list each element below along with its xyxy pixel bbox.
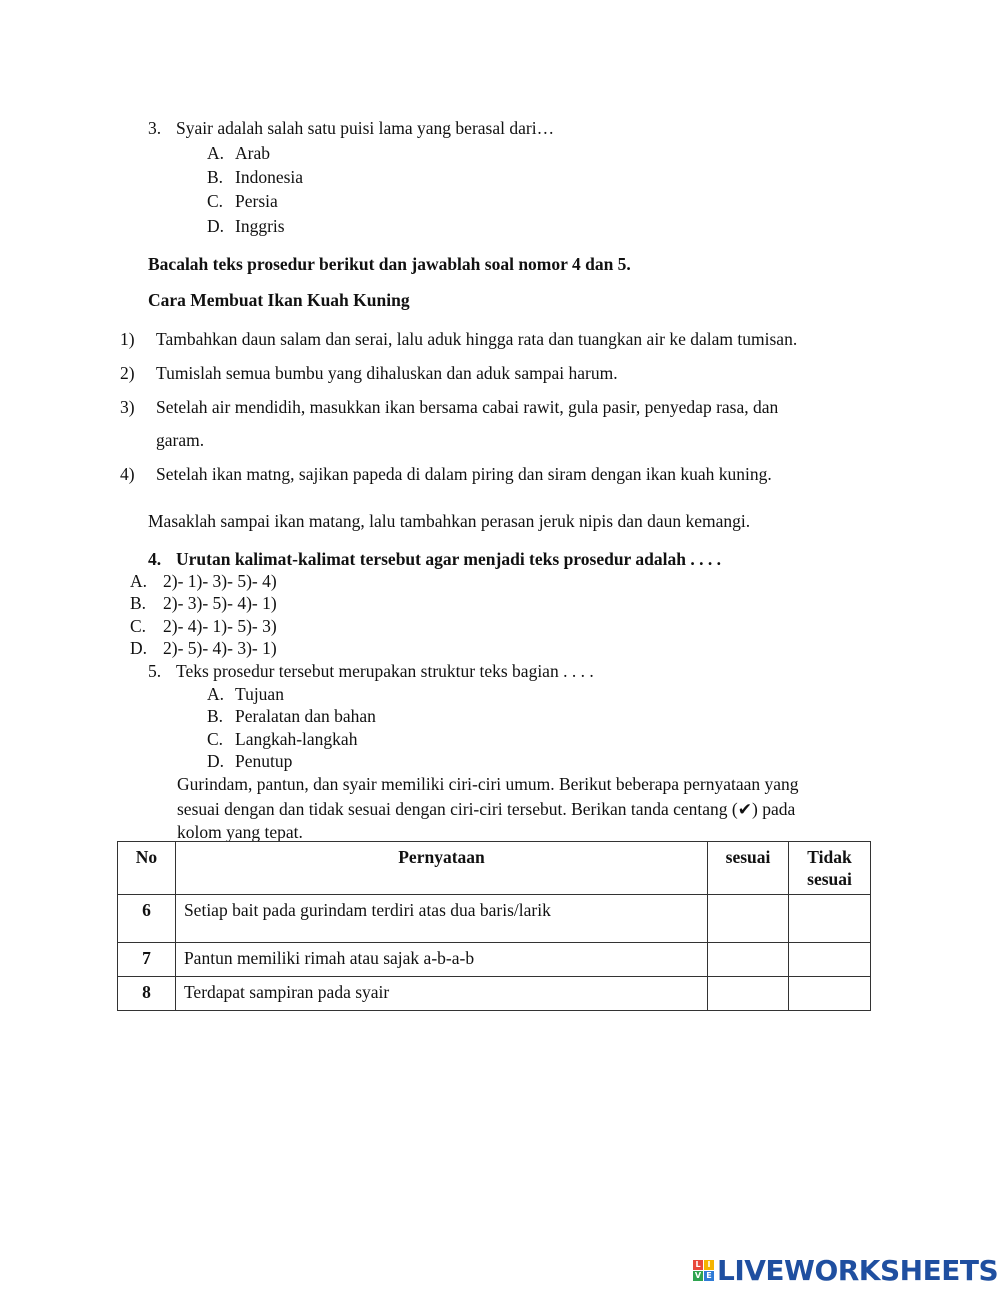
header-no: No <box>118 842 176 895</box>
logo-tile: I <box>704 1260 714 1270</box>
procedure-step: 3) Setelah air mendidih, masukkan ikan bersama cabai rawit, gula pasir, penyedap rasa, dan <box>120 397 779 417</box>
table-intro-line: Gurindam, pantun, dan syair memiliki ciri-ciri umum. Berikut beberapa pernyataan yang <box>177 774 799 794</box>
header-tidak-sesuai: Tidak sesuai <box>789 842 871 895</box>
header-sesuai: sesuai <box>708 842 789 895</box>
procedure-step: 4) Setelah ikan matng, sajikan papeda di dalam piring dan siram dengan ikan kuah kuning. <box>120 464 772 484</box>
tidak-sesuai-cell[interactable] <box>789 977 871 1011</box>
table-intro-line: kolom yang tepat. <box>177 822 303 842</box>
reading-instruction: Bacalah teks prosedur berikut dan jawablah soal nomor 4 dan 5. <box>148 254 631 274</box>
question-text: Syair adalah salah satu puisi lama yang berasal dari… <box>176 118 555 138</box>
option-d[interactable]: D. 2)- 5)- 4)- 3)- 1) <box>130 638 277 658</box>
question-4: 4. Urutan kalimat-kalimat tersebut agar menjadi teks prosedur adalah . . . . <box>148 549 721 569</box>
question-5: 5. Teks prosedur tersebut merupakan struktur teks bagian . . . . <box>148 661 594 681</box>
option-d[interactable]: D. Penutup <box>207 751 293 771</box>
sesuai-cell[interactable] <box>708 895 789 943</box>
option-b[interactable]: B. Indonesia <box>207 167 304 187</box>
liveworksheets-logo <box>693 1254 998 1286</box>
row-number: 6 <box>118 895 176 943</box>
header-statement: Pernyataan <box>175 842 707 895</box>
row-number: 8 <box>118 977 176 1011</box>
statement-table <box>117 841 871 1011</box>
option-d[interactable]: D. Inggris <box>207 216 285 236</box>
tidak-sesuai-cell[interactable] <box>789 943 871 977</box>
logo-tile: L <box>693 1260 703 1270</box>
table-intro-line: sesuai dengan dan tidak sesuai dengan ciri-ciri tersebut. Berikan tanda centang (✔) pada <box>177 799 796 820</box>
row-number: 7 <box>118 943 176 977</box>
option-c[interactable]: C. 2)- 4)- 1)- 5)- 3) <box>130 616 277 636</box>
checkmark-icon: ✔ <box>737 800 753 820</box>
procedure-step: 2) Tumislah semua bumbu yang dihaluskan dan aduk sampai harum. <box>120 363 618 383</box>
option-b[interactable]: B. 2)- 3)- 5)- 4)- 1) <box>130 593 277 613</box>
row-statement: Terdapat sampiran pada syair <box>175 977 707 1011</box>
logo-text: LIVEWORKSHEETS <box>717 1253 999 1287</box>
option-c[interactable]: C. Langkah-langkah <box>207 729 358 749</box>
option-b[interactable]: B. Peralatan dan bahan <box>207 706 376 726</box>
table-header-row <box>118 842 871 895</box>
procedure-step: 1) Tambahkan daun salam dan serai, lalu aduk hingga rata dan tuangkan air ke dalam tumisan. <box>120 329 798 349</box>
table-row <box>118 977 871 1011</box>
option-a[interactable]: A. Tujuan <box>207 684 284 704</box>
option-a[interactable]: A. Arab <box>207 143 270 163</box>
row-statement: Setiap bait pada gurindam terdiri atas dua baris/larik <box>175 895 707 943</box>
row-statement: Pantun memiliki rimah atau sajak a-b-a-b <box>175 943 707 977</box>
logo-tile: V <box>694 1270 702 1280</box>
procedure-title: Cara Membuat Ikan Kuah Kuning <box>148 290 410 310</box>
sesuai-cell[interactable] <box>708 977 789 1011</box>
logo-icon <box>693 1260 714 1281</box>
procedure-extra-step: Masaklah sampai ikan matang, lalu tambahkan perasan jeruk nipis dan daun kemangi. <box>148 511 751 531</box>
question-3 <box>148 118 554 139</box>
tidak-sesuai-cell[interactable] <box>789 895 871 943</box>
sesuai-cell[interactable] <box>708 943 789 977</box>
procedure-step-continuation: garam. <box>156 430 205 450</box>
table-row <box>118 943 871 977</box>
question-number: 3. <box>148 118 162 138</box>
logo-tile: E <box>704 1271 714 1281</box>
table-row <box>118 895 871 943</box>
option-c[interactable]: C. Persia <box>207 191 278 211</box>
option-a[interactable]: A. 2)- 1)- 3)- 5)- 4) <box>130 571 277 591</box>
